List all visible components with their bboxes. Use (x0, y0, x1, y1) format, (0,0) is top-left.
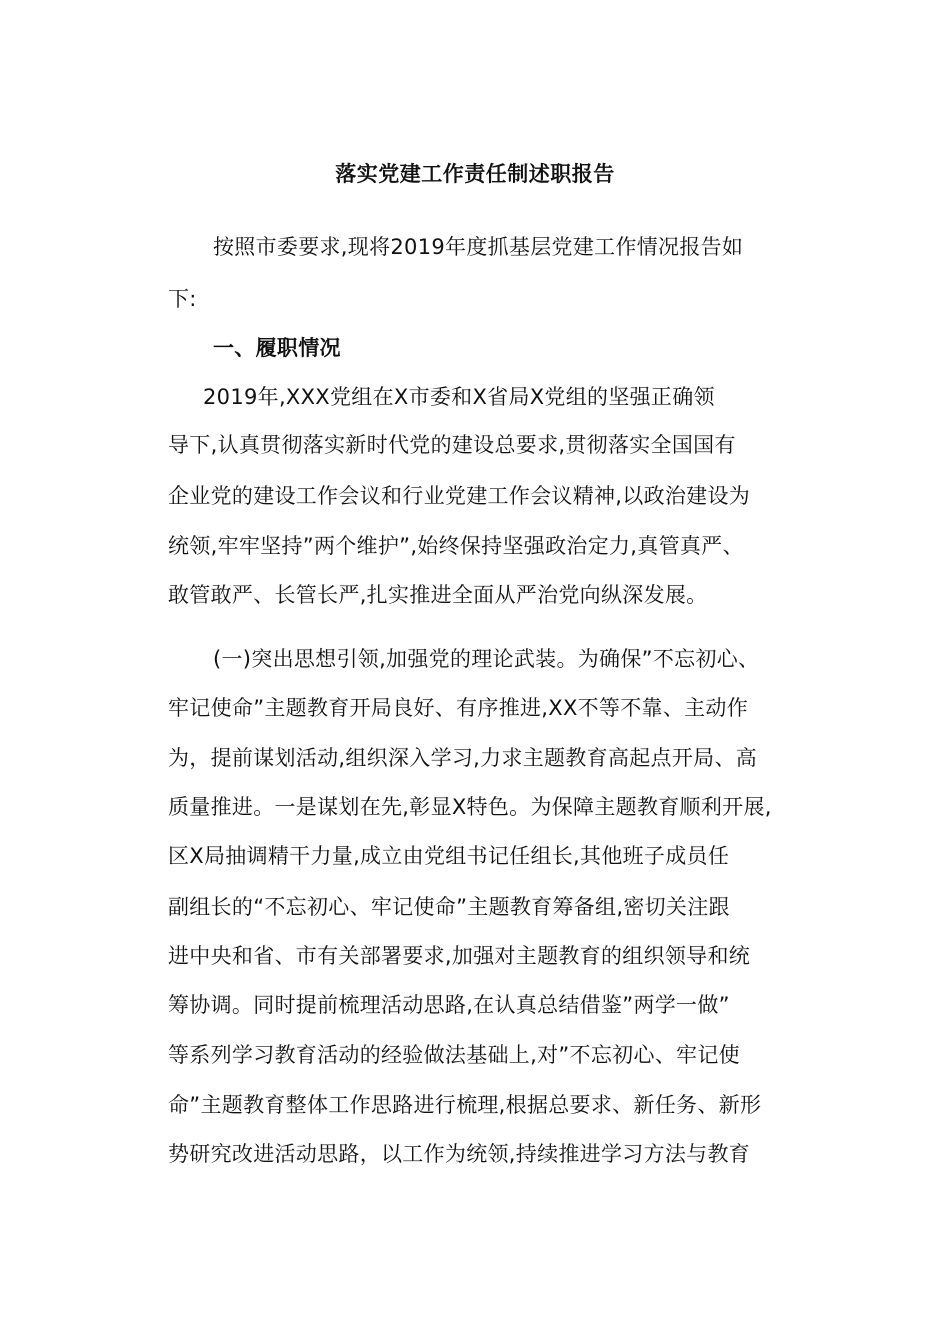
paragraph-2-line-5: 区X局抽调精干力量,成立由党组书记任组长,其他班子成员任 (168, 844, 730, 868)
paragraph-2-line-8: 筹协调。同时提前梳理活动思路,在认真总结借鉴”两学一做” (168, 993, 730, 1017)
paragraph-intro-line-2: 下: (168, 287, 197, 311)
paragraph-2-line-7: 进中央和省、市有关部署要求,加强对主题教育的组织领导和统 (168, 944, 751, 968)
section-heading: 一、履职情况 (213, 336, 341, 360)
paragraph-2-line-9: 等系列学习教育活动的经验做法基础上,对”不忘初心、牢记使 (168, 1043, 740, 1067)
paragraph-2-line-1: (一)突出思想引领,加强党的理论武装。为确保”不忘初心、 (213, 647, 760, 671)
paragraph-2-line-6: 副组长的“不忘初心、牢记使命”主题教育筹备组,密切关注跟 (168, 895, 730, 919)
paragraph-2-line-10: 命”主题教育整体工作思路进行梳理,根据总要求、新任务、新形 (168, 1093, 762, 1117)
paragraph-2-line-11: 势研究改进活动思路，以工作为统领,持续推进学习方法与教育 (168, 1142, 751, 1166)
paragraph-1-line-4: 统领,牢牢坚持”两个维护”,始终保持坚强政治定力,真管真严、 (168, 534, 744, 558)
paragraph-2-line-4: 质量推进。一是谋划在先,彰显X特色。为保障主题教育顺利开展, (168, 795, 772, 819)
paragraph-1-line-2: 导下,认真贯彻落实新时代党的建设总要求,贯彻落实全国国有 (168, 433, 736, 457)
paragraph-1-line-3: 企业党的建设工作会议和行业党建工作会议精神,以政治建设为 (168, 484, 751, 508)
paragraph-1-line-5: 敢管敢严、长管长严,扎实推进全面从严治党向纵深发展。 (168, 583, 708, 607)
paragraph-1-line-1: 2019年,XXX党组在X市委和X省局X党组的坚强正确领 (203, 385, 715, 409)
paragraph-2-line-2: 牢记使命”主题教育开局良好、有序推进,XX不等不靠、主动作 (168, 696, 749, 720)
paragraph-intro-line-1: 按照市委要求,现将2019年度抓基层党建工作情况报告如 (213, 235, 744, 259)
document-title: 落实党建工作责任制述职报告 (335, 162, 615, 186)
paragraph-2-line-3: 为，提前谋划活动,组织深入学习,力求主题教育高起点开局、高 (168, 746, 758, 770)
